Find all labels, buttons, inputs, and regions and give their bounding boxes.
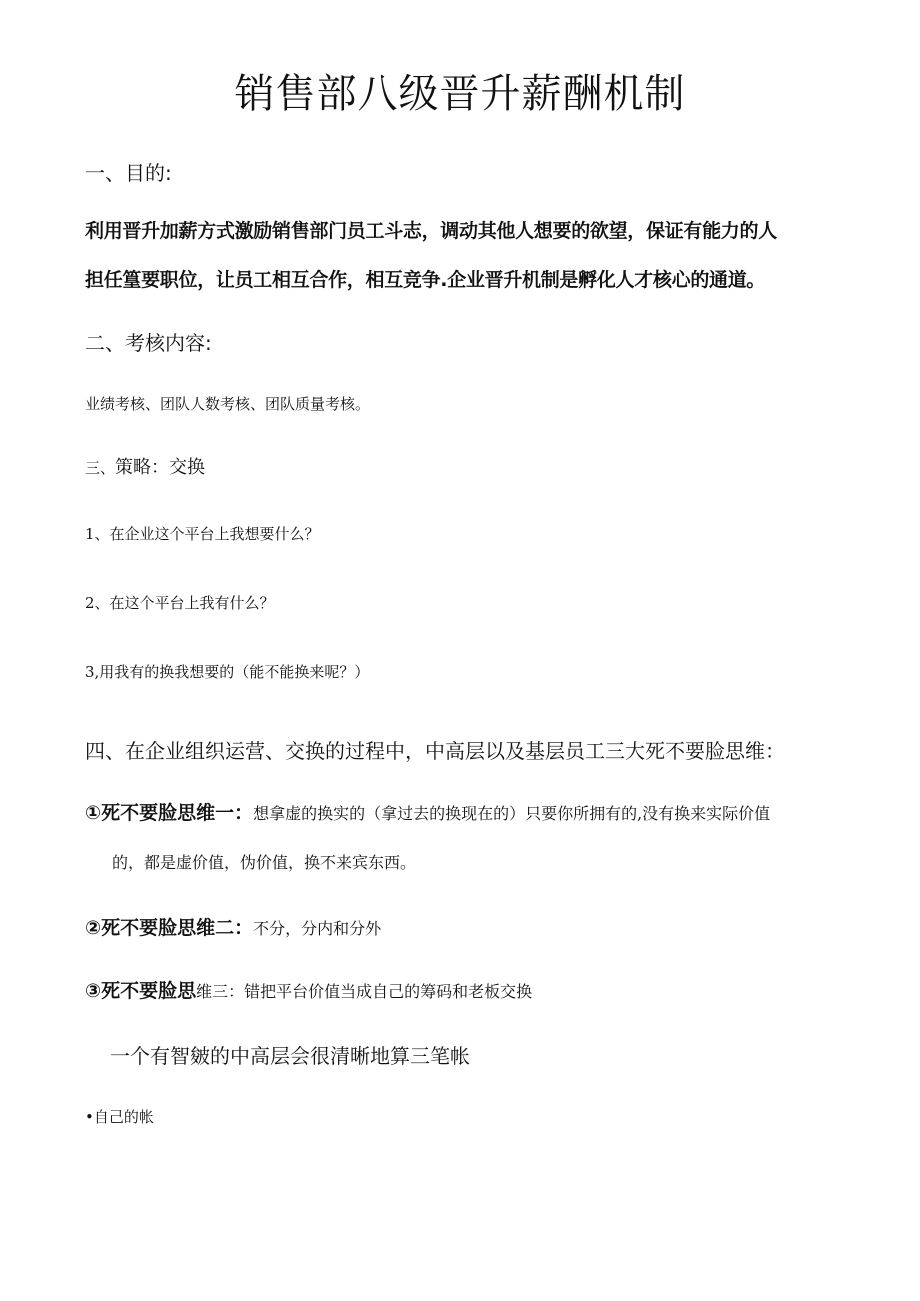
mindset-label: ③死不要脸思 bbox=[85, 980, 197, 1002]
strategy-item: 2、在这个平台上我有什么？ bbox=[85, 594, 275, 612]
mindset-heading: 四、在企业组织运营、交换的过程中，中高层以及基层员工三大死不要脸思维： bbox=[85, 739, 785, 763]
mindset-item-1 bbox=[85, 798, 770, 825]
mindset-label: ①死不要脸思维一： bbox=[85, 802, 254, 824]
accounts-item: •自己的帐 bbox=[85, 1108, 154, 1126]
strategy-heading bbox=[85, 453, 205, 479]
strategy-heading-prefix: 三、 bbox=[85, 459, 116, 477]
strategy-item: 3,用我有的换我想要的（能不能换来呢？） bbox=[85, 663, 370, 681]
mindset-item-1-line-2: 的，都是虚价值，伪价值，换不来宾东西。 bbox=[112, 853, 417, 872]
strategy-item: 1、在企业这个平台上我想要什么？ bbox=[85, 525, 320, 543]
mindset-text: 不分，分内和分外 bbox=[253, 919, 382, 938]
goal-text-line-2: 担任篁要职位，让员工相互合作，相互竞争.企业晋升机制是孵化人才核心的通道。 bbox=[85, 269, 766, 291]
goal-text-line-1: 利用晋升加薪方式激励销售部门员工斗志，调动其他人想要的欲望，保证有能力的人 bbox=[85, 220, 777, 242]
assess-heading: 二、考核内容: bbox=[85, 331, 212, 355]
mindset-label: ②死不要脸思维二： bbox=[85, 917, 254, 939]
mindset-text: 想拿虚的换实的（拿过去的换现在的）只要你所拥有的,没有换来实际价值 bbox=[253, 804, 771, 823]
strategy-heading-text: 策略：交换 bbox=[115, 457, 206, 478]
assess-text: 业绩考核、团队人数考核、团队质量考核。 bbox=[85, 395, 371, 413]
accounts-heading: 一个有智皴的中高层会很清晰地算三笔帐 bbox=[110, 1044, 470, 1068]
goal-heading: 一、目的: bbox=[85, 161, 172, 185]
mindset-text: 维三：错把平台价值当成自己的筹码和老板交换 bbox=[196, 982, 533, 1001]
document-title: 销售部八级晋升薪酬机制 bbox=[234, 71, 686, 117]
mindset-item-3 bbox=[85, 976, 532, 1003]
mindset-item-2 bbox=[85, 913, 381, 940]
